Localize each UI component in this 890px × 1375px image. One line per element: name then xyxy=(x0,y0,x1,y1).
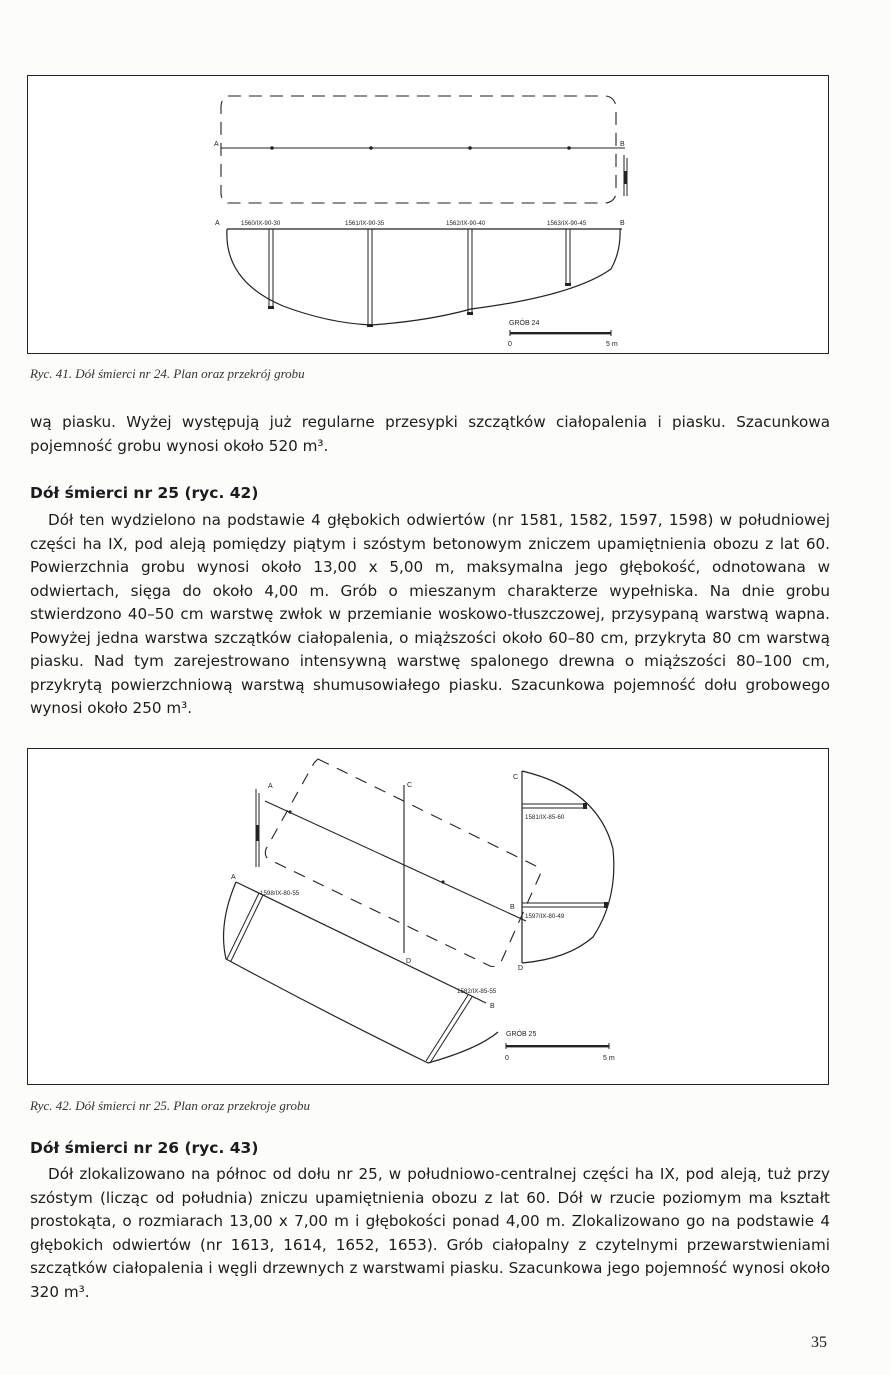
label-a-section: A xyxy=(231,874,236,881)
figure-41-caption: Ryc. 41. Dół śmierci nr 24. Plan oraz przekrój grobu xyxy=(30,366,305,381)
scale-0-label: 0 xyxy=(508,341,512,348)
north-arrow-icon xyxy=(256,789,259,867)
borehole-1563-label: 1563/IX-90-45 xyxy=(547,220,587,227)
grave-24-outline xyxy=(221,96,616,203)
plan-section-line-ab xyxy=(265,801,526,921)
label-a-plan: A xyxy=(268,783,273,790)
figure-42 xyxy=(27,748,829,1085)
grave-25-profile-cd xyxy=(522,771,614,963)
figure-41-drawing xyxy=(28,76,828,353)
page-number: 35 xyxy=(811,1334,827,1351)
figure-42-drawing xyxy=(28,749,828,1084)
borehole-1582-label: 1582/IX-85-55 xyxy=(457,988,497,995)
grave-25-outline xyxy=(265,759,540,967)
section-26-heading: Dół śmierci nr 26 (ryc. 43) xyxy=(30,1139,259,1157)
label-d-section: D xyxy=(518,965,524,972)
section-25-text: Dół ten wydzielono na podstawie 4 głębokich odwiertów (nr 1581, 1582, 1597, 1598) w południowej części ha IX, pod aleją pomiędzy piątym i szóstym betonowym zniczem upamiętnienia obozu z lat 60. Powierzchnia grobu wynosi około 13,00 x 5,00 m, maksymalna jego głębokość, odnotowana w odwiertach, sięga do około 4,00 m. Grób o mieszanym charakterze wypełniska. Na dnie grobu stwierdzono 40–50 cm warstwę zwłok w przemianie woskowo-tłuszczowej, przysypaną warstwą wapna. Powyżej jedna warstwa szczątków ciałopalenia, o miąższości około 60–80 cm, przykryta 80 cm warstwą piasku. Nad tym zarejestrowano intensywną warstwę spalonego drewna o miąższości 80–100 cm, przykrytą powierzchniową warstwą shumusowiałego piasku. Szacunkowa pojemność dołu grobowego wynosi około 250 m³. xyxy=(30,511,830,717)
label-b-section: B xyxy=(490,1003,495,1010)
scale-5m-label: 5 m xyxy=(603,1055,615,1062)
label-c-section: C xyxy=(513,774,519,781)
grave-24-label: GRÓB 24 xyxy=(509,320,540,327)
boreholes-24 xyxy=(269,229,570,326)
scale-bar xyxy=(506,1043,609,1049)
grave-25-label: GRÓB 25 xyxy=(506,1031,537,1038)
label-a-upper: A xyxy=(214,141,219,148)
label-a-lower: A xyxy=(215,220,220,227)
borehole-1560-label: 1560/IX-90-30 xyxy=(241,220,281,227)
scale-0-label: 0 xyxy=(505,1055,509,1062)
label-b-lower: B xyxy=(620,220,625,227)
figure-42-caption: Ryc. 42. Dół śmierci nr 25. Plan oraz przekroje grobu xyxy=(30,1098,310,1113)
scale-bar xyxy=(510,330,611,336)
borehole-1598-label: 1598/IX-80-55 xyxy=(260,890,300,897)
scale-5m-label: 5 m xyxy=(606,341,618,348)
borehole-1597-label: 1597/IX-80-49 xyxy=(525,913,565,920)
borehole-1562-label: 1562/IX-90-40 xyxy=(446,220,486,227)
grave-25-profile-ab xyxy=(224,882,498,1063)
label-c-plan: C xyxy=(407,782,413,789)
label-b-upper: B xyxy=(620,141,625,148)
grave-24-profile xyxy=(227,229,620,325)
label-b-plan: B xyxy=(510,904,515,911)
borehole-1561-label: 1561/IX-90-35 xyxy=(345,220,385,227)
label-d-plan: D xyxy=(406,958,412,965)
section-26-text: Dół zlokalizowano na północ od dołu nr 25, w południowo-centralnej części ha IX, pod aleją, tuż przy szóstym (licząc od południa) zniczu upamiętnienia obozu z lat 60. Dół w rzucie poziomym ma kształt prostokąta, o rozmiarach 13,00 x 7,00 m i głębokości ponad 4,00 m. Zlokalizowano go na podstawie 4 głębokich odwiertów (nr 1613, 1614, 1652, 1653). Grób ciałopalny z czytelnymi przewarstwieniami szczątków ciałopalenia i węgli drzewnych z warstwami piasku. Szacunkowa jego pojemność wynosi około 320 m³. xyxy=(30,1165,830,1301)
paragraph-continuation: wą piasku. Wyżej występują już regularne przesypki szczątków ciałopalenia i piasku. Szacunkowa pojemność grobu wynosi około 520 m³. xyxy=(30,413,830,455)
north-arrow-icon xyxy=(624,155,627,196)
section-25-heading: Dół śmierci nr 25 (ryc. 42) xyxy=(30,484,259,502)
figure-41 xyxy=(27,75,829,354)
borehole-1581-label: 1581/IX-85-60 xyxy=(525,814,565,821)
